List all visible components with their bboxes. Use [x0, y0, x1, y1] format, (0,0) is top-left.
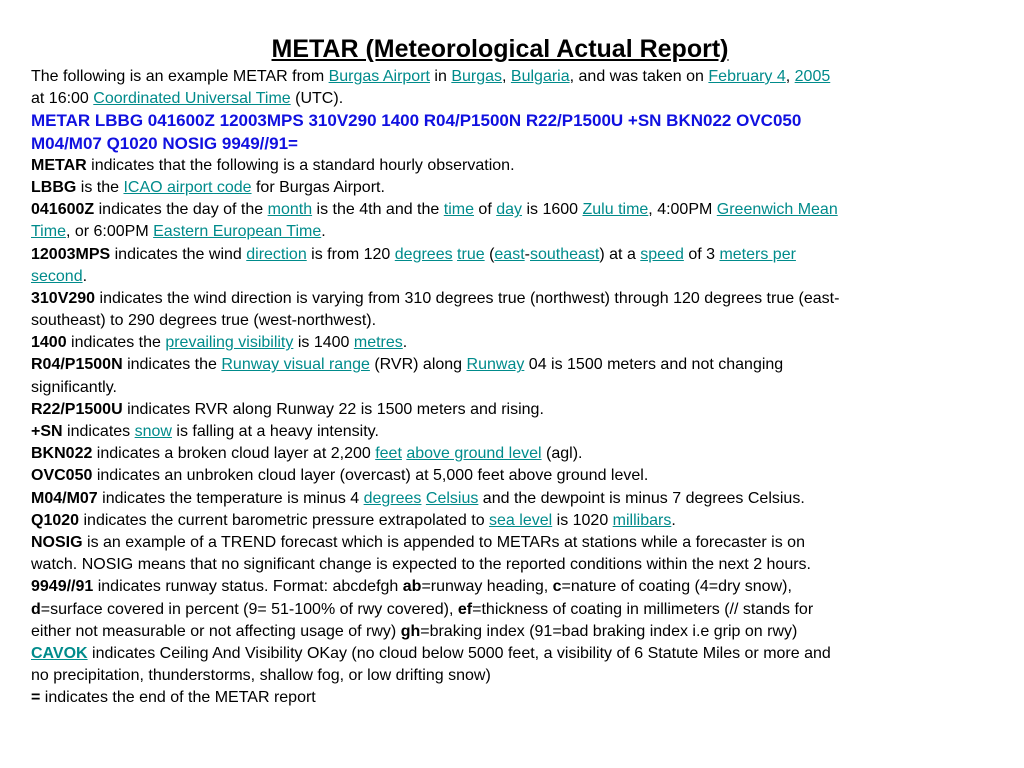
intro-line-2: [31, 88, 981, 110]
link-southeast[interactable]: southeast: [529, 245, 600, 263]
item-text: .: [82, 267, 88, 285]
item-bkn: [31, 443, 981, 465]
link-2005[interactable]: 2005: [794, 68, 831, 85]
link-meters-per-second[interactable]: meters per: [719, 245, 796, 263]
item-text: indicates Ceiling And Visibility OKay (no cloud below 5000 feet, a visibility of 6 Statute Miles or more and: [87, 644, 831, 662]
format-field-ab: ab: [402, 578, 422, 596]
code-keyword: 9949//91: [31, 578, 94, 596]
item-snow: [31, 421, 981, 443]
item-nosig-line-1: [31, 532, 981, 554]
item-ovc: [31, 465, 981, 487]
link-celsius[interactable]: Celsius: [425, 489, 479, 507]
item-text: ) at a: [599, 245, 641, 263]
item-text: indicates that the following is a standard hourly observation.: [86, 156, 515, 174]
item-lbbg: [31, 177, 981, 199]
link-icao-airport-code[interactable]: ICAO airport code: [123, 178, 252, 196]
link-greenwich-mean-time[interactable]: Greenwich Mean: [716, 201, 838, 219]
item-text: is the 4th and the: [312, 201, 444, 219]
item-text: 04 is 1500 meters and not changing: [524, 356, 784, 374]
item-text: =braking index (91=bad braking index i.e grip on rwy): [420, 622, 798, 640]
code-keyword: M04/M07: [31, 489, 98, 507]
link-millibars[interactable]: millibars: [612, 511, 672, 529]
link-zulu-time[interactable]: Zulu time: [582, 201, 649, 219]
item-text: (RVR) along: [369, 356, 467, 374]
item-text: is falling at a heavy intensity.: [171, 423, 379, 440]
item-text: , or 6:00PM: [65, 223, 154, 241]
link-sea-level[interactable]: sea level: [489, 511, 553, 529]
item-time-line-2: [31, 221, 981, 243]
link-cavok[interactable]: CAVOK: [31, 644, 88, 662]
item-text: of 3: [683, 245, 720, 263]
item-text: of: [473, 201, 497, 219]
item-text: is 1600: [522, 201, 583, 219]
intro-text: (UTC).: [290, 90, 344, 108]
item-runway-status-line-3: [31, 621, 981, 643]
item-nosig-line-2: watch. NOSIG means that no significant change is expected to the reported conditions within the next 2 hours.: [31, 556, 811, 574]
intro-text: , and was taken on: [569, 68, 709, 85]
link-degrees[interactable]: degrees: [363, 489, 422, 507]
item-text: either not measurable or not affecting usage of rwy): [31, 622, 401, 640]
code-keyword: R22/P1500U: [31, 400, 123, 418]
link-east[interactable]: east: [494, 245, 525, 263]
item-r04-line-2: significantly.: [31, 378, 117, 396]
item-text: indicates the day of the: [94, 201, 268, 219]
intro-line-1: [31, 66, 981, 88]
item-text: indicates the wind direction is varying from 310 degrees true (northwest) through 120 degrees true (east-: [95, 289, 840, 307]
format-field-c: c: [552, 578, 562, 596]
item-temperature: [31, 488, 981, 510]
link-greenwich-mean-time[interactable]: Time: [31, 223, 66, 241]
code-keyword: METAR: [31, 156, 87, 174]
code-keyword: 041600Z: [31, 201, 95, 219]
item-text: indicates the temperature is minus 4: [97, 489, 364, 507]
code-keyword: =: [31, 689, 41, 707]
code-keyword: R04/P1500N: [31, 356, 123, 374]
item-text: indicates the: [66, 334, 166, 352]
format-field-ef: ef: [457, 600, 473, 618]
intro-text: in: [429, 68, 452, 85]
item-text: =nature of coating (4=dry snow),: [561, 578, 792, 596]
link-day[interactable]: day: [496, 201, 523, 219]
item-text: is the: [76, 178, 124, 196]
item-varwind-line-1: [31, 288, 981, 310]
link-true[interactable]: true: [457, 245, 485, 263]
intro-text: ,: [502, 68, 511, 85]
item-varwind-line-2: southeast) to 290 degrees true (west-northwest).: [31, 312, 377, 330]
item-text: and the dewpoint is minus 7 degrees Celsius.: [478, 489, 805, 507]
item-text: is 1400: [293, 334, 354, 352]
item-text: .: [671, 511, 676, 529]
link-eastern-european-time[interactable]: Eastern European Time: [153, 223, 322, 241]
item-time-line-1: [31, 199, 981, 221]
item-cavok-line-1: [31, 643, 981, 665]
intro-text: ,: [785, 68, 795, 85]
metar-example-line-1: METAR LBBG 041600Z 12003MPS 310V290 1400 R04/P1500N R22/P1500U +SN BKN022 OVC050: [31, 111, 802, 131]
code-keyword: 12003MPS: [31, 245, 111, 263]
item-text: indicates the: [122, 356, 222, 374]
item-text: for Burgas Airport.: [251, 178, 385, 196]
item-cavok-line-2: no precipitation, thunderstorms, shallow fog, or low drifting snow): [31, 667, 491, 685]
intro-text: at 16:00: [31, 90, 94, 108]
link-february-4[interactable]: February 4: [708, 68, 786, 85]
item-text: is from 120: [306, 245, 395, 263]
link-burgas-airport[interactable]: Burgas Airport: [328, 68, 430, 85]
document-body: [31, 66, 981, 709]
item-text: (agl).: [541, 445, 583, 463]
item-metar: [31, 155, 981, 177]
link-speed[interactable]: speed: [640, 245, 684, 263]
format-field-gh: gh: [400, 622, 421, 640]
link-month[interactable]: month: [267, 201, 313, 219]
item-runway-status-line-1: [31, 576, 981, 598]
item-text: indicates a broken cloud layer at 2,200: [92, 445, 376, 463]
item-text: is 1020: [552, 511, 613, 529]
link-snow[interactable]: snow: [134, 423, 172, 440]
link-metres[interactable]: metres: [353, 334, 403, 352]
code-keyword: OVC050: [31, 467, 93, 485]
item-r22: [31, 399, 981, 421]
item-text: -: [524, 245, 530, 263]
link-degrees[interactable]: degrees: [394, 245, 453, 263]
item-text: .: [402, 334, 408, 352]
intro-text: The following is an example METAR from: [31, 68, 329, 85]
item-text: =thickness of coating in millimeters (// stands for: [472, 600, 814, 618]
link-utc[interactable]: Coordinated Universal Time: [93, 90, 291, 108]
link-feet[interactable]: feet: [375, 445, 402, 463]
link-runway-visual-range[interactable]: Runway visual range: [221, 356, 370, 374]
item-text: indicates runway status. Format: abcdefgh: [93, 578, 403, 596]
item-r04-line-1: [31, 354, 981, 376]
link-above-ground-level[interactable]: above ground level: [406, 445, 542, 463]
link-bulgaria[interactable]: Bulgaria: [510, 68, 570, 85]
link-direction[interactable]: direction: [246, 245, 307, 263]
item-text: .: [321, 223, 326, 241]
item-text: indicates an unbroken cloud layer (overcast) at 5,000 feet above ground level.: [92, 467, 649, 485]
link-time[interactable]: time: [443, 201, 474, 219]
link-burgas[interactable]: Burgas: [451, 68, 503, 85]
item-text: , 4:00PM: [648, 201, 717, 219]
link-runway[interactable]: Runway: [466, 356, 525, 374]
item-wind-line-2: [31, 266, 981, 288]
item-visibility: [31, 332, 981, 354]
code-keyword: 1400: [31, 334, 67, 352]
link-meters-per-second[interactable]: second: [31, 267, 83, 285]
item-end: [31, 687, 981, 709]
item-text: =runway heading,: [421, 578, 553, 596]
item-text: (: [484, 245, 495, 263]
code-keyword: LBBG: [31, 178, 77, 196]
code-keyword: Q1020: [31, 511, 80, 529]
code-keyword: +SN: [31, 423, 63, 440]
item-text: =surface covered in percent (9= 51-100% of rwy covered),: [40, 600, 458, 618]
format-field-d: d: [31, 600, 41, 618]
code-keyword: 310V290: [31, 289, 96, 307]
item-text: is an example of a TREND forecast which is appended to METARs at stations while a forecaster is on: [82, 533, 805, 551]
metar-example-line-2: M04/M07 Q1020 NOSIG 9949//91=: [31, 133, 298, 153]
item-wind-line-1: [31, 244, 981, 266]
code-keyword: NOSIG: [31, 533, 83, 551]
code-keyword: BKN022: [31, 445, 93, 463]
item-text: indicates the end of the METAR report: [40, 689, 316, 707]
item-text: indicates the current barometric pressure extrapolated to: [79, 511, 490, 529]
link-prevailing-visibility[interactable]: prevailing visibility: [165, 334, 294, 352]
item-pressure: [31, 510, 981, 532]
page-title: METAR (Meteorological Actual Report): [271, 35, 729, 63]
item-text: indicates the wind: [110, 245, 247, 263]
item-text: indicates: [62, 423, 135, 440]
item-text: indicates RVR along Runway 22 is 1500 meters and rising.: [122, 400, 544, 418]
item-runway-status-line-2: [31, 599, 981, 621]
